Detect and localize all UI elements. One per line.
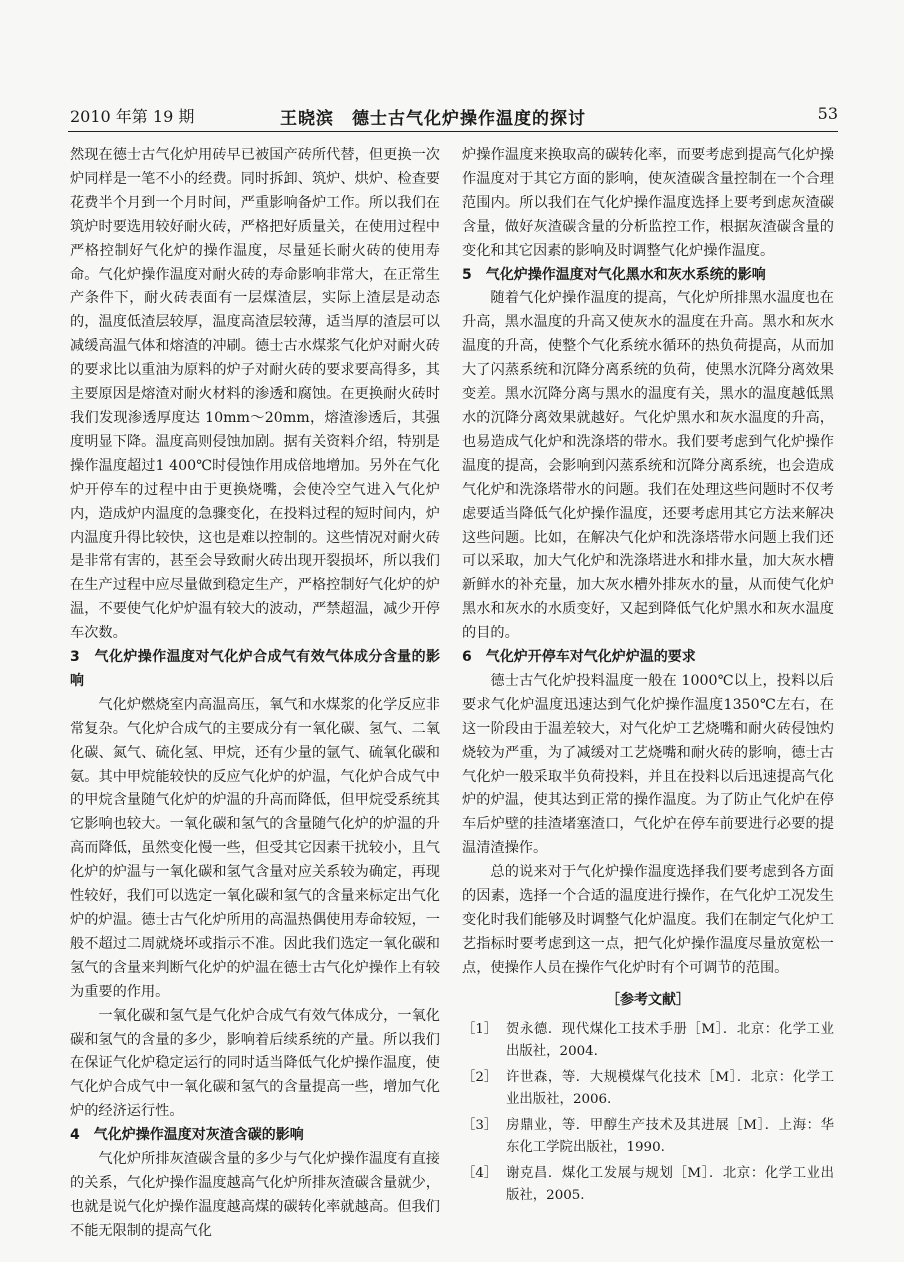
paragraph: 气化炉所排灰渣碳含量的多少与气化炉操作温度有直接的关系，气化炉操作温度越高气化炉所排灰渣碳含量就少，也就是说气化炉操作温度越高煤的碳转化率就越高。但我们不能无限制的提高气化 (70, 1151, 440, 1239)
journal-issue: 2010 年第 19 期 (70, 107, 195, 126)
section-heading-6: 6 气化炉开停车对气化炉炉温的要求 (462, 649, 696, 666)
paragraph: 气化炉燃烧室内高温高压，氧气和水煤浆的化学反应非常复杂。气化炉合成气的主要成分有一氧化碳、氢气、二氧化碳、氮气、硫化氢、甲烷，还有少量的氩气、硫氧化碳和氨。其中甲烷能较快的反应气化炉的炉温，气化炉合成气中的甲烷含量随气化炉的炉温的升高而降低，但甲烷受系统其它影响也较大。一氧化碳和氢气的含量随气化炉的炉温的升高而降低，虽然变化慢一些，但受其它因素干扰较小，且气化炉的炉温与一氧化碳和氢气含量对应关系较为确定，再现性较好，我们可以选定一氧化碳和氢气的含量来标定出气化炉的炉温。德士古气化炉所用的高温热偶使用寿命较短，一般不超过二周就烧坏或指示不准。因此我们选定一氧化碳和氢气的含量来判断气化炉的炉温在德士古气化炉操作上有较为重要的作用。 (70, 696, 440, 1000)
section-heading-3: 3 气化炉操作温度对气化炉合成气有效气体成分含量的影响 (70, 649, 440, 689)
reference-item (462, 1163, 834, 1207)
reference-number: ［2］ (462, 1069, 498, 1085)
left-column (70, 144, 440, 1244)
page-header (70, 104, 838, 130)
reference-number: ［4］ (462, 1165, 498, 1181)
reference-item (462, 1115, 834, 1159)
paragraph: 随着气化炉操作温度的提高，气化炉所排黑水温度也在升高，黑水温度的升高又使灰水的温度在升高。黑水和灰水温度的升高，使整个气化系统水循环的热负荷提高，从而加大了闪蒸系统和沉降分离系统的负荷，使黑水沉降分离效果变差。黑水沉降分离与黑水的温度有关，黑水的温度越低黑水的沉降分离效果就越好。气化炉黑水和灰水温度的升高，也易造成气化炉和洗涤塔的带水。我们要考虑到气化炉操作温度的提高，会影响到闪蒸系统和沉降分离系统，也会造成气化炉和洗涤塔带水的问题。我们在处理这些问题时不仅考虑要适当降低气化炉操作温度，还要考虑用其它方法来解决这些问题。比如，在解决气化炉和洗涤塔带水问题上我们还可以采取，加大气化炉和洗涤塔进水和排水量，加大灰水槽新鲜水的补充量，加大灰水槽外排灰水的量，从而使气化炉黑水和灰水的水质变好，又起到降低气化炉黑水和灰水温度的目的。 (462, 290, 834, 642)
reference-item (462, 1067, 834, 1111)
reference-number: ［1］ (462, 1021, 498, 1037)
reference-text: 许世森，等．大规模煤气化技术［M］．北京：化学工业出版社，2006. (506, 1069, 834, 1107)
header-rule (68, 131, 838, 132)
paragraph: 德士古气化炉投料温度一般在 1000℃以上，投料以后要求气化炉温度迅速达到气化炉操作温度1350℃左右，在这一阶段由于温差较大，对气化炉工艺烧嘴和耐火砖侵蚀灼烧较为严重，为了减缓对工艺烧嘴和耐火砖的影响，德士古气化炉一般采取半负荷投料，并且在投料以后迅速提高气化炉的炉温，使其达到正常的操作温度。为了防止气化炉在停车后炉壁的挂渣堵塞渣口，气化炉在停车前要进行必要的提温清渣操作。 (462, 672, 834, 857)
running-title: 王晓滨 德士古气化炉操作温度的探讨 (280, 109, 586, 129)
reference-number: ［3］ (462, 1117, 498, 1133)
references-heading: ［参考文献］ (606, 991, 690, 1008)
section-heading-5: 5 气化炉操作温度对气化黑水和灰水系统的影响 (462, 266, 766, 283)
section-heading-4: 4 气化炉操作温度对灰渣含碳的影响 (70, 1127, 304, 1144)
page-number: 53 (817, 104, 838, 123)
paragraph: 总的说来对于气化炉操作温度选择我们要考虑到各方面的因素，选择一个合适的温度进行操作，在气化炉工况发生变化时我们能够及时调整气化炉温度。我们在制定气化炉工艺指标时要考虑到这一点，把气化炉操作温度尽量放宽松一点，使操作人员在操作气化炉时有个可调节的范围。 (462, 864, 834, 976)
reference-item (462, 1019, 834, 1063)
paragraph: 炉操作温度来换取高的碳转化率，而要考虑到提高气化炉操作温度对于其它方面的影响，使灰渣碳含量控制在一个合理范围内。所以我们在气化炉操作温度选择上要考到虑灰渣碳含量，做好灰渣碳含量的分析监控工作，根据灰渣碳含量的变化和其它因素的影响及时调整气化炉操作温度。 (462, 147, 834, 259)
paragraph: 然现在德士古气化炉用砖早已被国产砖所代替，但更换一次炉同样是一笔不小的经费。同时拆卸、筑炉、烘炉、检查要花费半个月到一个月时间，严重影响备炉工作。所以我们在筑炉时要选用较好耐火砖，严格把好质量关，在使用过程中严格控制好气化炉的操作温度，尽量延长耐火砖的使用寿命。气化炉操作温度对耐火砖的寿命影响非常大，在正常生产条件下，耐火砖表面有一层煤渣层，实际上渣层是动态的，温度低渣层较厚，温度高渣层较薄，适当厚的渣层可以减缓高温气体和熔渣的冲刷。德士古水煤浆气化炉对耐火砖的要求比以重油为原料的炉子对耐火砖的要求要高得多，其主要原因是熔渣对耐火材料的渗透和腐蚀。在更换耐火砖时我们发现渗透厚度达 10mm～20mm，熔渣渗透后，其强度明显下降。温度高则侵蚀加剧。据有关资料介绍，特别是操作温度超过1 400℃时侵蚀作用成倍地增加。另外在气化炉开停车的过程中由于更换烧嘴，会使冷空气进入气化炉内，造成炉内温度的急骤变化，在投料过程的短时间内，炉内温度升得比较快，这也是难以控制的。这些情况对耐火砖是非常有害的，甚至会导致耐火砖出现开裂损坏，所以我们在生产过程中应尽量做到稳定生产，严格控制好气化炉的炉温，不要使气化炉炉温有较大的波动，严禁超温，减少开停车次数。 (70, 147, 440, 642)
right-column (462, 144, 834, 1211)
reference-text: 房鼎业，等．甲醇生产技术及其进展［M］．上海：华东化工学院出版社，1990. (506, 1117, 834, 1155)
reference-text: 谢克昌．煤化工发展与规划［M］．北京：化学工业出版社，2005. (506, 1165, 834, 1203)
reference-text: 贺永德．现代煤化工技术手册［M］．北京：化学工业出版社，2004. (506, 1021, 834, 1059)
paragraph: 一氧化碳和氢气是气化炉合成气有效气体成分，一氧化碳和氢气的含量的多少，影响着后续系统的产量。所以我们在保证气化炉稳定运行的同时适当降低气化炉操作温度，使气化炉合成气中一氧化碳和氢气的含量提高一些，增加气化炉的经济运行性。 (70, 1007, 440, 1120)
